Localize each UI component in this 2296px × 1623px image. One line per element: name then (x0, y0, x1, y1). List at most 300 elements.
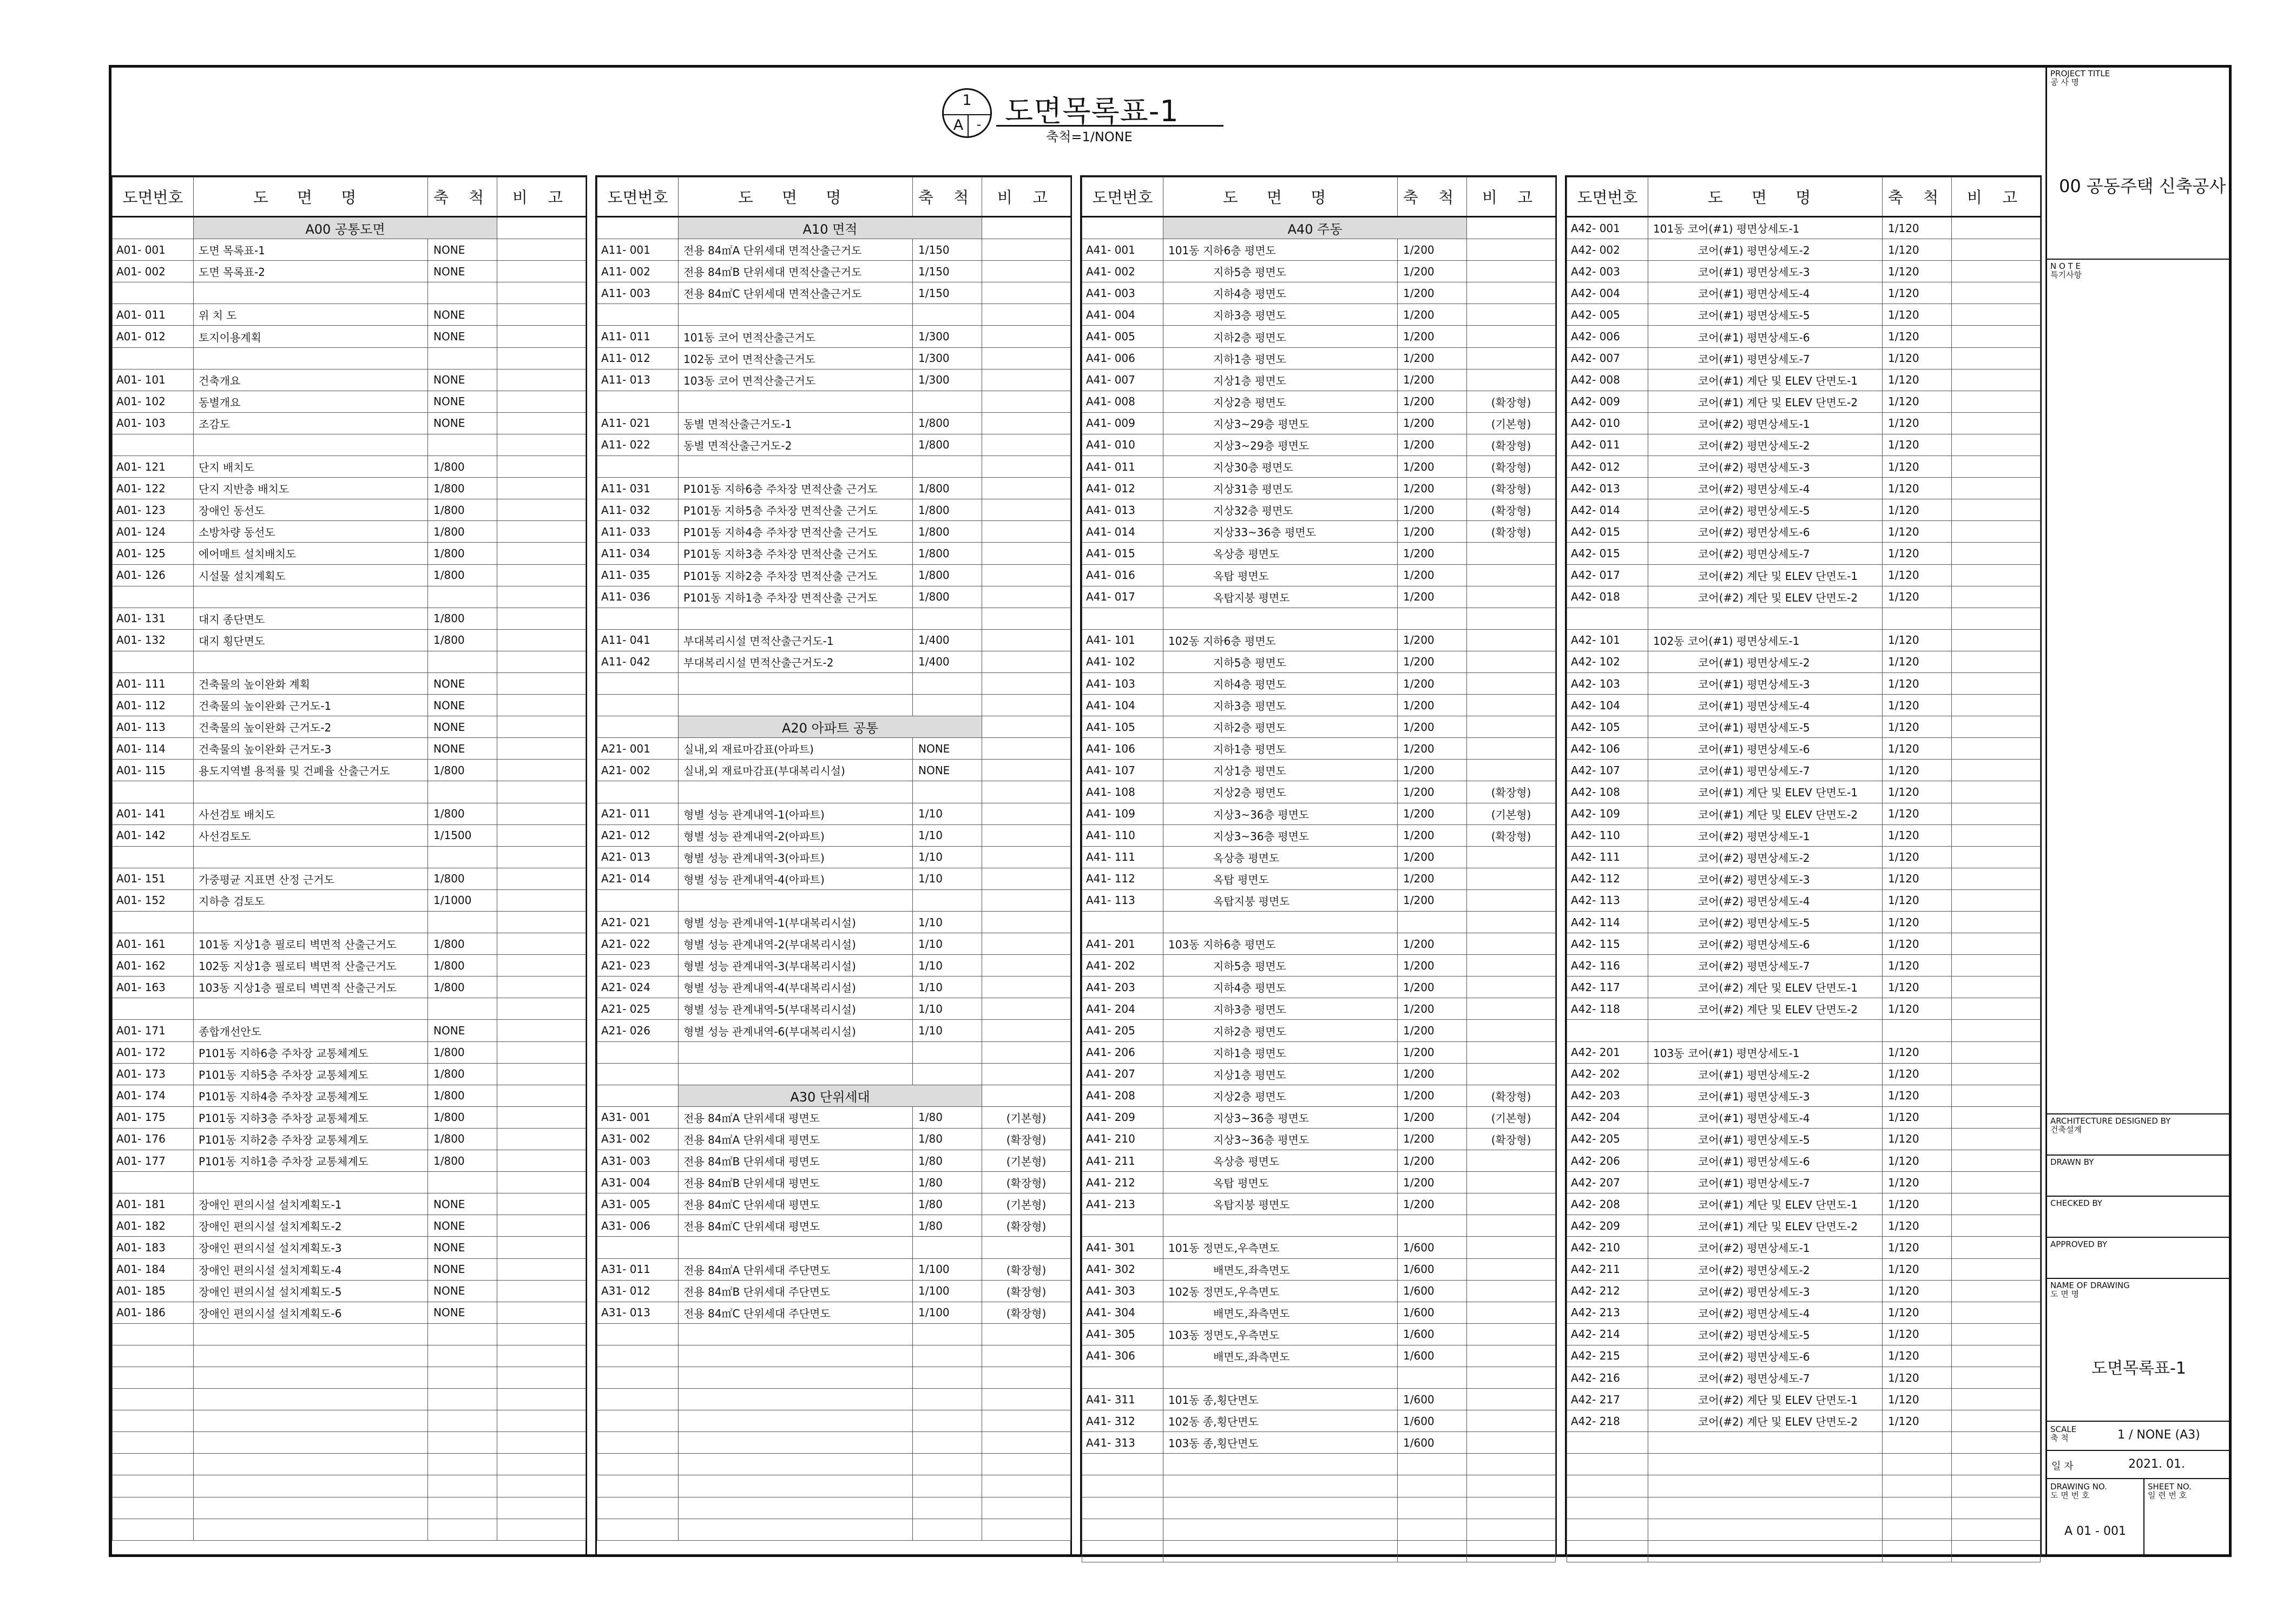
drawing-number-cell: A41- 005 (1082, 326, 1163, 347)
table-row (1082, 1041, 1556, 1063)
scale-cell: 1/120 (1883, 261, 1952, 282)
remark-cell (497, 434, 586, 456)
scale-cell: NONE (428, 738, 497, 760)
empty-row (113, 1389, 586, 1410)
table-row (597, 1193, 1071, 1215)
scale-cell: 1/200 (1398, 738, 1467, 760)
scale-cell: 1/10 (913, 933, 982, 955)
scale-cell: 1/120 (1883, 912, 1952, 933)
drawing-number-cell (1082, 1215, 1163, 1237)
table-row (1082, 369, 1556, 391)
section-title: A10 면적 (679, 217, 982, 239)
scale-cell: 1/120 (1883, 1172, 1952, 1193)
empty-row (597, 889, 1071, 911)
header-scale: 축 척 (1398, 177, 1467, 217)
remark-cell (982, 695, 1071, 716)
drawing-name-cell: 코어(#2) 평면상세도-5 (1648, 1323, 1883, 1345)
drawing-name-cell: P101동 지하6층 주차장 교통체계도 (194, 1041, 428, 1063)
drawing-name-cell: 102동 코어 면적산출근거도 (679, 347, 913, 369)
drawing-name-cell: 지상3~36층 평면도 (1163, 1106, 1398, 1128)
empty-row (597, 304, 1071, 326)
drawing-name-cell (194, 1497, 428, 1519)
drawing-name-cell: 장애인 편의시설 설치계획도-5 (194, 1280, 428, 1302)
scale-cell: 1/120 (1883, 1106, 1952, 1128)
empty-row (113, 1172, 586, 1193)
scale-cell: 1/800 (913, 521, 982, 543)
drawing-name-cell (1648, 1454, 1883, 1475)
scale-cell: 1/120 (1883, 434, 1952, 456)
table-row (597, 1302, 1071, 1323)
remark-cell (1952, 1475, 2041, 1497)
table-row (1082, 521, 1556, 543)
drawing-name-cell (679, 608, 913, 629)
scale-cell: 1/10 (913, 803, 982, 824)
scale-cell: 1/800 (428, 760, 497, 781)
drawing-number-cell: A41- 104 (1082, 695, 1163, 716)
drawing-name-cell: 장애인 편의시설 설치계획도-2 (194, 1215, 428, 1237)
drawing-name-cell (679, 1367, 913, 1388)
drawing-number-cell (113, 1454, 194, 1475)
drawing-number-cell: A42- 212 (1567, 1280, 1648, 1302)
drawing-name-cell: 101동 코어(#1) 평면상세도-1 (1648, 217, 1883, 239)
table-row (1082, 1106, 1556, 1128)
drawing-name-cell: 코어(#2) 평면상세도-5 (1648, 499, 1883, 521)
drawing-name-cell: 형별 성능 관계내역-2(부대복리시설) (679, 933, 913, 955)
drawing-name-cell: 코어(#1) 평면상세도-4 (1648, 282, 1883, 304)
remark-cell (497, 239, 586, 261)
drawing-name-cell: 코어(#2) 평면상세도-7 (1648, 1367, 1883, 1388)
drawing-name-cell (1163, 1540, 1398, 1562)
remark-cell (1952, 1454, 2041, 1475)
table-row (1082, 499, 1556, 521)
drawing-name-cell: 코어(#2) 평면상세도-6 (1648, 933, 1883, 955)
table-row (1567, 1389, 2041, 1410)
drawing-number-cell: A31- 012 (597, 1280, 679, 1302)
table-row (1567, 1237, 2041, 1258)
remark-cell (1467, 1020, 1556, 1041)
drawing-name-cell: 코어(#1) 평면상세도-6 (1648, 1150, 1883, 1172)
drawing-name-cell: 옥탑지붕 평면도 (1163, 1193, 1398, 1215)
drawing-name-cell: 옥상층 평면도 (1163, 543, 1398, 564)
table-row (1567, 1085, 2041, 1106)
drawing-name-cell (194, 912, 428, 933)
table-row (1082, 391, 1556, 412)
scale-cell (1398, 1215, 1467, 1237)
scale-cell (428, 998, 497, 1020)
drawing-name-cell: 코어(#1) 평면상세도-5 (1648, 304, 1883, 326)
scale-cell: 1/120 (1883, 1280, 1952, 1302)
table-row (1567, 1345, 2041, 1367)
scale-cell: 1/200 (1398, 933, 1467, 955)
table-row (1567, 955, 2041, 977)
scale-cell: 1/100 (913, 1258, 982, 1280)
table-row (597, 564, 1071, 586)
drawing-name-cell: 코어(#1) 계단 및 ELEV 단면도-1 (1648, 369, 1883, 391)
drawing-number-cell: A31- 005 (597, 1193, 679, 1215)
table-row (1567, 672, 2041, 694)
drawing-number-cell (1082, 1454, 1163, 1475)
scale-cell: 1/10 (913, 977, 982, 998)
scale-cell: 1/80 (913, 1172, 982, 1193)
table-row (597, 434, 1071, 456)
table-row (1082, 564, 1556, 586)
drawing-number-cell: A21- 002 (597, 760, 679, 781)
scale-cell: 1/200 (1398, 347, 1467, 369)
drawing-number-cell: A42- 112 (1567, 868, 1648, 889)
table-row (1082, 738, 1556, 760)
scale-cell: 1/800 (428, 1085, 497, 1106)
section-symbol (942, 88, 992, 138)
drawing-number-cell: A41- 012 (1082, 478, 1163, 499)
scale-cell: 1/1000 (428, 889, 497, 911)
drawing-number-cell: A01- 172 (113, 1041, 194, 1063)
drawing-number-cell: A42- 207 (1567, 1172, 1648, 1193)
drawing-number-cell: A42- 113 (1567, 889, 1648, 911)
drawing-number-cell: A21- 014 (597, 868, 679, 889)
drawing-number-cell (113, 1323, 194, 1345)
scale-cell: 1/200 (1398, 846, 1467, 868)
drawing-number-cell: A11- 032 (597, 499, 679, 521)
drawing-name-cell: 지하4층 평면도 (1163, 282, 1398, 304)
symbol-number: 1 (962, 92, 972, 109)
remark-cell: (확장형) (982, 1172, 1071, 1193)
drawing-number-cell: A41- 007 (1082, 369, 1163, 391)
scale-cell: 1/800 (428, 955, 497, 977)
drawing-name-cell: 도면 목록표-2 (194, 261, 428, 282)
drawing-number-cell (113, 781, 194, 803)
section-header-row (1082, 217, 1556, 239)
drawing-name-cell: 코어(#2) 평면상세도-7 (1648, 955, 1883, 977)
remark-cell: (기본형) (1467, 412, 1556, 434)
drawing-name-cell: 전용 84㎡C 단위세대 주단면도 (679, 1302, 913, 1323)
remark-cell (1467, 889, 1556, 911)
table-row (113, 1128, 586, 1150)
remark-cell (1952, 998, 2041, 1020)
table-header-row (597, 177, 1071, 217)
drawing-name-cell: 전용 84㎡A 단위세대 평면도 (679, 1106, 913, 1128)
drawing-number-cell: A42- 017 (1567, 564, 1648, 586)
table-row (597, 261, 1071, 282)
table-row (1567, 304, 2041, 326)
drawing-name-cell: 지상2층 평면도 (1163, 391, 1398, 412)
remark-cell (497, 586, 586, 608)
drawing-name-cell: 형별 성능 관계내역-6(부대복리시설) (679, 1020, 913, 1041)
drawing-number-cell: A41- 102 (1082, 651, 1163, 672)
drawing-number-cell: A41- 008 (1082, 391, 1163, 412)
scale-cell (913, 1063, 982, 1085)
drawing-name-cell: 지상3~29층 평면도 (1163, 434, 1398, 456)
remark-cell (982, 760, 1071, 781)
scale-cell: NONE (428, 1237, 497, 1258)
table-row (113, 760, 586, 781)
remark-cell (1467, 912, 1556, 933)
remark-cell: (확장형) (1467, 824, 1556, 846)
scale-cell: 1/200 (1398, 1128, 1467, 1150)
section-header-row (113, 217, 586, 239)
scale-cell: NONE (428, 1020, 497, 1041)
scale-cell (1398, 1519, 1467, 1540)
drawing-number-cell: A41- 301 (1082, 1237, 1163, 1258)
drawing-name-cell: 코어(#1) 계단 및 ELEV 단면도-1 (1648, 1193, 1883, 1215)
drawing-name-cell (679, 1345, 913, 1367)
drawing-number-cell: A31- 013 (597, 1302, 679, 1323)
drawing-name-cell: 옥탑 평면도 (1163, 868, 1398, 889)
remark-cell (982, 434, 1071, 456)
drawing-name-cell: 장애인 편의시설 설치계획도-3 (194, 1237, 428, 1258)
drawing-number-cell: A41- 113 (1082, 889, 1163, 911)
table-row (1567, 1280, 2041, 1302)
table-row (1082, 716, 1556, 738)
empty-row (1082, 1215, 1556, 1237)
table-row (1082, 1323, 1556, 1345)
scale-cell (428, 586, 497, 608)
scale-cell (913, 1367, 982, 1388)
table-row (1567, 1063, 2041, 1085)
remark-cell (982, 1475, 1071, 1497)
remark-cell (497, 456, 586, 478)
drawing-number-cell: A42- 106 (1567, 738, 1648, 760)
drawing-number-cell: A42- 203 (1567, 1085, 1648, 1106)
remark-cell (1952, 1345, 2041, 1367)
table-row (113, 1280, 586, 1302)
table-row (1082, 1193, 1556, 1215)
drawing-number-cell: A42- 204 (1567, 1106, 1648, 1128)
remark-cell (1467, 695, 1556, 716)
scale-cell: 1/150 (913, 239, 982, 261)
scale-cell: 1/200 (1398, 326, 1467, 347)
table-row (1082, 1258, 1556, 1280)
drawing-name-cell (194, 1475, 428, 1497)
drawing-name-cell: 장애인 편의시설 설치계획도-1 (194, 1193, 428, 1215)
remark-cell (1467, 1323, 1556, 1345)
drawing-number-cell (597, 889, 679, 911)
drawing-number-cell (597, 391, 679, 412)
drawing-number-cell (1082, 1540, 1163, 1562)
table-row (1082, 1172, 1556, 1193)
scale-cell (913, 1475, 982, 1497)
drawing-name-cell: 지하2층 평면도 (1163, 326, 1398, 347)
table-row (1082, 1150, 1556, 1172)
remark-cell (1952, 716, 2041, 738)
scale-cell: 1/200 (1398, 564, 1467, 586)
drawing-number-cell: A41- 213 (1082, 1193, 1163, 1215)
drawn-by-label: DRAWN BY (2050, 1157, 2094, 1167)
remark-cell (497, 1323, 586, 1345)
drawing-number-cell: A01- 171 (113, 1020, 194, 1041)
drawing-number-cell: A41- 014 (1082, 521, 1163, 543)
drawing-no-label: DRAWING NO. (2050, 1482, 2107, 1492)
drawing-name: 도면목록표-1 (2091, 1359, 2186, 1378)
remark-cell (1467, 1475, 1556, 1497)
drawing-name-cell: 전용 84㎡A 단위세대 면적산출근거도 (679, 239, 913, 261)
remark-cell: (확장형) (1467, 478, 1556, 499)
drawing-number-cell (113, 1410, 194, 1432)
drawing-number-cell: A11- 042 (597, 651, 679, 672)
drawing-name-cell (679, 391, 913, 412)
date-box (2047, 1451, 2231, 1479)
table-row (1082, 846, 1556, 868)
drawing-number-cell: A42- 001 (1567, 217, 1648, 239)
remark-cell (1467, 1497, 1556, 1519)
remark-cell (1952, 1172, 2041, 1193)
remark-cell (497, 760, 586, 781)
remark-cell: (확장형) (1467, 456, 1556, 478)
remark-cell (982, 369, 1071, 391)
remark-cell (982, 1237, 1071, 1258)
scale-cell: 1/120 (1883, 1323, 1952, 1345)
table-row (1082, 1020, 1556, 1041)
scale-cell: 1/800 (913, 412, 982, 434)
drawing-name-cell: 옥탑지붕 평면도 (1163, 586, 1398, 608)
scale-cell: 1/600 (1398, 1410, 1467, 1432)
remark-cell (982, 672, 1071, 694)
remark-cell (982, 868, 1071, 889)
drawing-number-cell (1082, 608, 1163, 629)
section-cell-blank (597, 1085, 679, 1106)
scale-cell: NONE (428, 369, 497, 391)
table-row (1082, 304, 1556, 326)
scale-cell (428, 1172, 497, 1193)
table-row (113, 1258, 586, 1280)
table-row (597, 586, 1071, 608)
table-row (1082, 629, 1556, 651)
drawing-number-cell (113, 998, 194, 1020)
remark-cell: (기본형) (1467, 1106, 1556, 1128)
drawing-name-cell: 지상1층 평면도 (1163, 760, 1398, 781)
drawing-number-cell: A42- 202 (1567, 1063, 1648, 1085)
table-row (113, 1302, 586, 1323)
drawing-name-cell: 지하층 검토도 (194, 889, 428, 911)
drawing-number-cell: A41- 107 (1082, 760, 1163, 781)
scale-cell (913, 391, 982, 412)
table-row (597, 1150, 1071, 1172)
drawing-name-cell: 지하5층 평면도 (1163, 261, 1398, 282)
table-header-row (1082, 177, 1556, 217)
scale-cell: 1/800 (428, 1106, 497, 1128)
drawing-name-cell: 장애인 편의시설 설치계획도-6 (194, 1302, 428, 1323)
drawing-number-cell: A01- 142 (113, 824, 194, 846)
drawing-number-cell: A11- 035 (597, 564, 679, 586)
table-row (113, 521, 586, 543)
empty-row (1567, 1497, 2041, 1519)
scale-cell: 1/200 (1398, 478, 1467, 499)
table-row (1082, 326, 1556, 347)
drawing-name-cell (1163, 608, 1398, 629)
scale-cell: 1/100 (913, 1302, 982, 1323)
drawing-number-cell: A42- 206 (1567, 1150, 1648, 1172)
scale-cell: 1/800 (428, 977, 497, 998)
empty-row (597, 1432, 1071, 1454)
drawing-number-cell (1082, 1367, 1163, 1388)
scale-cell: 1/120 (1883, 651, 1952, 672)
remark-cell (1467, 651, 1556, 672)
remark-cell (497, 1020, 586, 1041)
drawing-name-cell (1648, 1497, 1883, 1519)
remark-cell (982, 1519, 1071, 1540)
remark-cell (1952, 282, 2041, 304)
drawing-name-cell (679, 889, 913, 911)
remark-cell: (확장형) (1467, 1128, 1556, 1150)
remark-cell (497, 998, 586, 1020)
scale-cell: 1/300 (913, 369, 982, 391)
table-row (1082, 456, 1556, 478)
drawing-number-cell: A42- 217 (1567, 1389, 1648, 1410)
scale-cell: 1/120 (1883, 1345, 1952, 1367)
remark-cell (982, 521, 1071, 543)
drawing-number-cell: A42- 214 (1567, 1323, 1648, 1345)
remark-cell (497, 369, 586, 391)
scale-cell: 1/10 (913, 846, 982, 868)
remark-cell (497, 1302, 586, 1323)
drawing-number-cell: A42- 015 (1567, 543, 1648, 564)
drawing-name-cell: 코어(#1) 계단 및 ELEV 단면도-2 (1648, 391, 1883, 412)
drawing-name-cell (194, 434, 428, 456)
scale-cell (428, 1519, 497, 1540)
remark-cell (1467, 1519, 1556, 1540)
table-row (1567, 868, 2041, 889)
remark-cell (497, 1389, 586, 1410)
drawing-name-cell (194, 846, 428, 868)
drawing-number-cell (597, 1410, 679, 1432)
empty-row (113, 434, 586, 456)
remark-cell (982, 564, 1071, 586)
table-row (1082, 1280, 1556, 1302)
remark-cell (1952, 672, 2041, 694)
remark-cell (982, 326, 1071, 347)
scale-cell (1883, 1475, 1952, 1497)
scale-cell: NONE (428, 1302, 497, 1323)
table-row (1082, 1085, 1556, 1106)
remark-cell (982, 347, 1071, 369)
drawing-name-cell: 형별 성능 관계내역-1(아파트) (679, 803, 913, 824)
table-row (113, 672, 586, 694)
drawing-name-cell: 지상1층 평면도 (1163, 369, 1398, 391)
title-block-panel (2045, 67, 2231, 1555)
scale-cell: 1/600 (1398, 1432, 1467, 1454)
empty-row (597, 1237, 1071, 1258)
scale-cell: 1/800 (428, 629, 497, 651)
project-title-box (2047, 67, 2231, 260)
remark-cell (1467, 1367, 1556, 1388)
table-row (113, 543, 586, 564)
remark-cell (982, 738, 1071, 760)
table-row (113, 716, 586, 738)
remark-cell (497, 1258, 586, 1280)
scale-cell: 1/800 (913, 434, 982, 456)
remark-cell: (확장형) (1467, 391, 1556, 412)
drawing-number-cell: A42- 107 (1567, 760, 1648, 781)
drawing-name-cell: 지상30층 평면도 (1163, 456, 1398, 478)
architecture-label-ko: 건축설계 (2050, 1125, 2082, 1134)
drawing-number-cell: A01- 121 (113, 456, 194, 478)
table-row (1082, 868, 1556, 889)
remark-cell (1952, 586, 2041, 608)
header-drawing-name: 도 면 명 (1648, 177, 1883, 217)
table-row (1567, 261, 2041, 282)
drawing-name-cell (194, 1410, 428, 1432)
remark-cell (497, 672, 586, 694)
name-of-drawing-label-ko: 도 면 명 (2050, 1289, 2080, 1299)
table-row (1082, 1345, 1556, 1367)
remark-cell (1467, 977, 1556, 998)
date-label: 일 자 (2051, 1461, 2074, 1472)
scale-cell: 1/10 (913, 868, 982, 889)
scale-cell (913, 1323, 982, 1345)
empty-row (597, 456, 1071, 478)
drawing-number-cell (1082, 912, 1163, 933)
drawing-name-cell: 103동 종,횡단면도 (1163, 1432, 1398, 1454)
empty-row (113, 586, 586, 608)
